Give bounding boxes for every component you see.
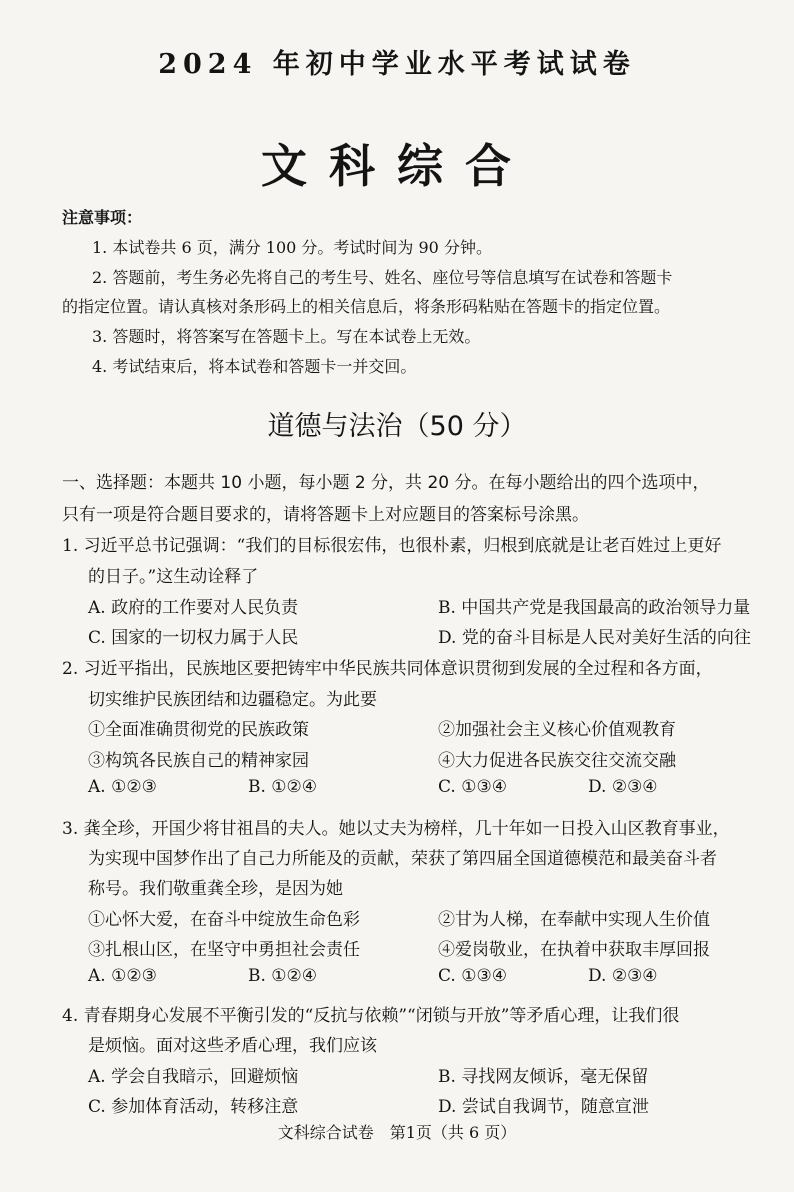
question-3-stem: 称号。我们敬重龚全珍，是因为她 xyxy=(88,879,343,899)
notice-item: 2. 答题前，考生务必先将自己的考生号、姓名、座位号等信息填写在试卷和答题卡 xyxy=(92,268,673,287)
question-4-option-d[interactable]: D. 尝试自我调节，随意宣泄 xyxy=(438,1097,649,1117)
question-4-option-c[interactable]: C. 参加体育活动，转移注意 xyxy=(88,1097,299,1117)
exam-title: 2024 年初中学业水平考试试卷 xyxy=(158,49,636,80)
question-3-option-b[interactable]: B. ①②④ xyxy=(248,966,318,986)
question-4-stem: 4. 青春期身心发展不平衡引发的“反抗与依赖”“闭锁与开放”等矛盾心理，让我们很 xyxy=(62,1006,680,1026)
question-4-stem: 是烦恼。面对这些矛盾心理，我们应该 xyxy=(88,1036,377,1056)
question-2-stem: 2. 习近平指出，民族地区要把铸牢中华民族共同体意识贯彻到发展的全过程和各方面， xyxy=(62,659,713,679)
question-2-statement: ③构筑各民族自己的精神家园 xyxy=(88,751,309,771)
question-3-statement: ③扎根山区，在坚守中勇担社会责任 xyxy=(88,940,360,960)
question-2-option-d[interactable]: D. ②③④ xyxy=(588,777,658,797)
question-3-statement: ④爱岗敬业，在执着中获取丰厚回报 xyxy=(438,940,710,960)
notice-heading: 注意事项： xyxy=(62,208,143,227)
section-instructions: 只有一项是符合题目要求的，请将答题卡上对应题目的答案标号涂黑。 xyxy=(62,505,589,525)
notice-item: 3. 答题时，将答案写在答题卡上。写在本试卷上无效。 xyxy=(92,327,481,346)
question-1-option-c[interactable]: C. 国家的一切权力属于人民 xyxy=(88,628,299,648)
question-1-stem: 1. 习近平总书记强调：“我们的目标很宏伟，也很朴素，归根到底就是让老百姓过上更好 xyxy=(62,536,722,556)
question-3-stem: 为实现中国梦作出了自己力所能及的贡献，荣获了第四届全国道德模范和最美奋斗者 xyxy=(88,849,717,869)
question-3-option-c[interactable]: C. ①③④ xyxy=(438,966,507,986)
question-2-statement: ②加强社会主义核心价值观教育 xyxy=(438,720,676,740)
question-2-statement: ①全面准确贯彻党的民族政策 xyxy=(88,720,309,740)
section-instructions: 一、选择题：本题共 10 小题，每小题 2 分，共 20 分。在每小题给出的四个选项中， xyxy=(62,473,710,493)
question-3-option-a[interactable]: A. ①②③ xyxy=(88,966,157,986)
section-title: 道德与法治（50 分） xyxy=(267,411,527,442)
question-2-option-c[interactable]: C. ①③④ xyxy=(438,777,507,797)
question-2-option-b[interactable]: B. ①②④ xyxy=(248,777,318,797)
question-2-option-a[interactable]: A. ①②③ xyxy=(88,777,157,797)
subject-title: 文科综合 xyxy=(261,139,533,193)
question-1-stem: 的日子。”这生动诠释了 xyxy=(88,567,259,587)
question-4-option-a[interactable]: A. 学会自我暗示，回避烦恼 xyxy=(88,1067,299,1087)
question-3-option-d[interactable]: D. ②③④ xyxy=(588,966,658,986)
question-3-statement: ①心怀大爱，在奋斗中绽放生命色彩 xyxy=(88,910,360,930)
question-2-statement: ④大力促进各民族交往交流交融 xyxy=(438,751,676,771)
question-1-option-a[interactable]: A. 政府的工作要对人民负责 xyxy=(88,598,299,618)
question-3-stem: 3. 龚全珍，开国少将甘祖昌的夫人。她以丈夫为榜样，几十年如一日投入山区教育事业， xyxy=(62,819,730,839)
question-4-option-b[interactable]: B. 寻找网友倾诉，毫无保留 xyxy=(438,1067,649,1087)
question-2-stem: 切实维护民族团结和边疆稳定。为此要 xyxy=(88,690,377,710)
question-1-option-b[interactable]: B. 中国共产党是我国最高的政治领导力量 xyxy=(438,598,751,618)
notice-item: 1. 本试卷共 6 页，满分 100 分。考试时间为 90 分钟。 xyxy=(92,238,492,257)
question-3-statement: ②甘为人梯，在奉献中实现人生价值 xyxy=(438,910,710,930)
question-1-option-d[interactable]: D. 党的奋斗目标是人民对美好生活的向往 xyxy=(438,628,751,648)
notice-item-continued: 的指定位置。请认真核对条形码上的相关信息后，将条形码粘贴在答题卡的指定位置。 xyxy=(62,297,671,316)
notice-item: 4. 考试结束后，将本试卷和答题卡一并交回。 xyxy=(92,357,417,376)
page-footer: 文科综合试卷 第1页（共 6 页） xyxy=(277,1123,517,1142)
